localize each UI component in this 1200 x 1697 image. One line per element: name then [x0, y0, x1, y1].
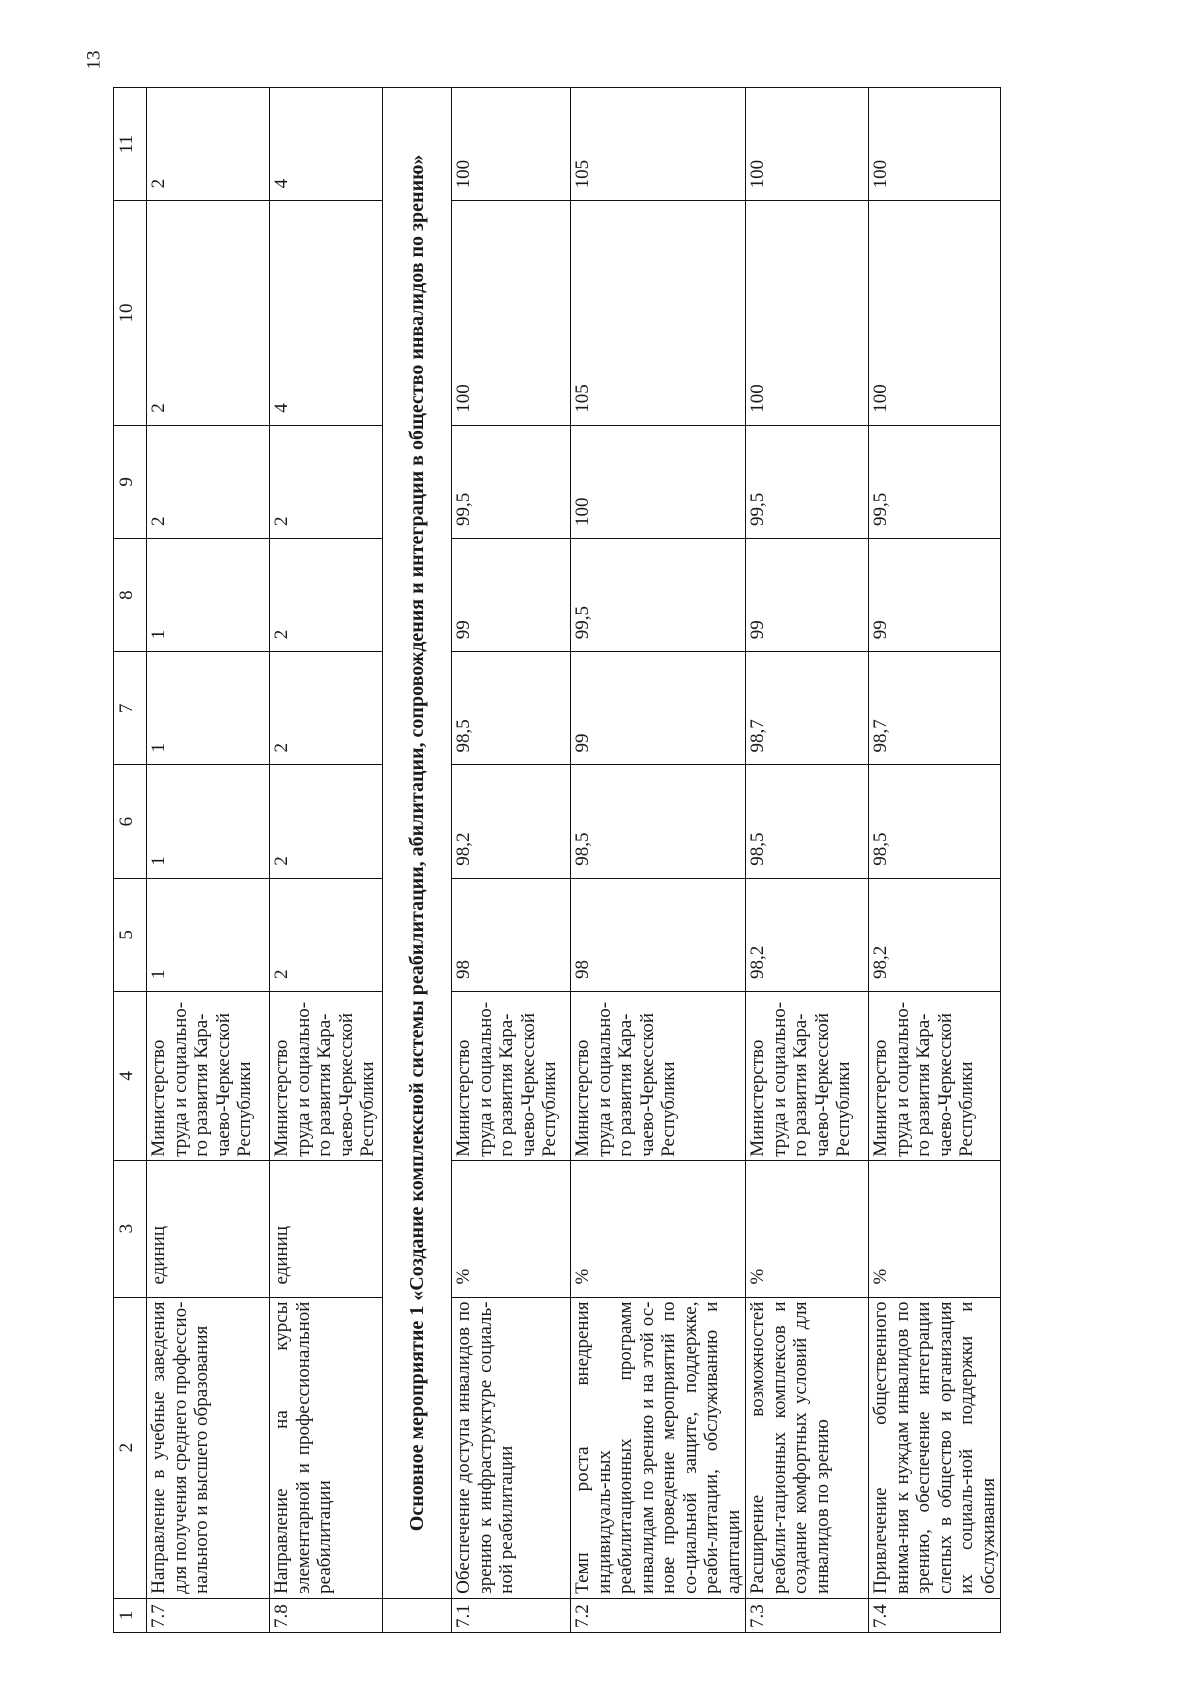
table-row: [147, 88, 270, 1633]
value-cell: 100: [869, 201, 1001, 425]
table-row: [270, 88, 383, 1633]
value-cell: 98,5: [571, 765, 746, 878]
value-cell: 105: [571, 201, 746, 425]
value-cell: 99: [452, 538, 571, 651]
indicator-name: Направление на курсы элементарной и профессиональной реабилитации: [270, 1297, 383, 1598]
unit: %: [746, 1160, 869, 1297]
table-row: [571, 88, 746, 1633]
rotated-table-container: [113, 87, 1081, 1633]
indicator-name: Темп роста внедрения индивидуаль-ных реабилитационных программ инвалидам по зрению и на этой ос-нове проведение мероприятий по со-циальной защите, поддержке, реаби-литации, обслуживанию и адаптации: [571, 1297, 746, 1598]
column-header: 9: [114, 425, 147, 538]
value-cell: 99: [746, 538, 869, 651]
row-number: 7.1: [452, 1598, 571, 1632]
value-cell: 2: [270, 652, 383, 765]
value-cell: 99: [869, 538, 1001, 651]
value-cell: 100: [746, 201, 869, 425]
value-cell: 99,5: [869, 425, 1001, 538]
value-cell: 98: [452, 878, 571, 991]
value-cell: 98,2: [452, 765, 571, 878]
value-cell: 99: [571, 652, 746, 765]
column-header: 6: [114, 765, 147, 878]
value-cell: 100: [571, 425, 746, 538]
column-header: 8: [114, 538, 147, 651]
column-header: 10: [114, 201, 147, 425]
value-cell: 105: [571, 88, 746, 201]
value-cell: 4: [270, 201, 383, 425]
column-header: 4: [114, 991, 147, 1160]
unit: %: [452, 1160, 571, 1297]
value-cell: 98: [571, 878, 746, 991]
value-cell: 2: [270, 878, 383, 991]
section-blank-cell: [383, 1598, 452, 1632]
value-cell: 1: [147, 765, 270, 878]
row-number: 7.3: [746, 1598, 869, 1632]
value-cell: 99,5: [746, 425, 869, 538]
column-header: 11: [114, 88, 147, 201]
value-cell: 98,5: [869, 765, 1001, 878]
value-cell: 4: [270, 88, 383, 201]
value-cell: 98,7: [869, 652, 1001, 765]
value-cell: 1: [147, 878, 270, 991]
value-cell: 100: [452, 201, 571, 425]
column-header: 2: [114, 1297, 147, 1598]
value-cell: 98,2: [869, 878, 1001, 991]
section-title: Основное мероприятие 1 «Создание комплексной системы реабилитации, абилитации, сопровождения и интеграции в общество инвалидов по зрению»: [383, 88, 452, 1599]
value-cell: 98,5: [746, 765, 869, 878]
column-header: 3: [114, 1160, 147, 1297]
row-number: 7.8: [270, 1598, 383, 1632]
value-cell: 1: [147, 538, 270, 651]
value-cell: 100: [869, 88, 1001, 201]
value-cell: 99,5: [452, 425, 571, 538]
header-row: [114, 88, 147, 1633]
table-row: [869, 88, 1001, 1633]
responsible: Министерство труда и социально-го развития Кара-чаево-Черкесской Республики: [270, 991, 383, 1160]
indicator-name: Направление в учебные заведения для получения среднего профессио-нального и высшего образования: [147, 1297, 270, 1598]
value-cell: 98,5: [452, 652, 571, 765]
indicator-name: Расширение возможностей реабили-тационных комплексов и создание комфортных условий для инвалидов по зрению: [746, 1297, 869, 1598]
value-cell: 2: [270, 765, 383, 878]
value-cell: 2: [147, 201, 270, 425]
unit: единиц: [147, 1160, 270, 1297]
value-cell: 98,7: [746, 652, 869, 765]
value-cell: 2: [147, 88, 270, 201]
responsible: Министерство труда и социально-го развития Кара-чаево-Черкесской Республики: [746, 991, 869, 1160]
row-number: 7.4: [869, 1598, 1001, 1632]
table-row: [452, 88, 571, 1633]
value-cell: 2: [270, 425, 383, 538]
column-header: 5: [114, 878, 147, 991]
responsible: Министерство труда и социально-го развития Кара-чаево-Черкесской Республики: [147, 991, 270, 1160]
indicator-name: Привлечение общественного внима-ния к нуждам инвалидов по зрению, обеспечение интеграции слепых в общество и организация их социаль-ной поддержки и обслуживания: [869, 1297, 1001, 1598]
indicator-name: Обеспечение доступа инвалидов по зрению к инфраструктуре социаль-ной реабилитации: [452, 1297, 571, 1598]
row-number: 7.2: [571, 1598, 746, 1632]
responsible: Министерство труда и социально-го развития Кара-чаево-Черкесской Республики: [452, 991, 571, 1160]
section-row: [383, 88, 452, 1633]
responsible: Министерство труда и социально-го развития Кара-чаево-Черкесской Республики: [869, 991, 1001, 1160]
table-row: [746, 88, 869, 1633]
page-number: 13: [83, 50, 104, 70]
column-header: 1: [114, 1598, 147, 1632]
value-cell: 2: [270, 538, 383, 651]
value-cell: 100: [452, 88, 571, 201]
unit: %: [571, 1160, 746, 1297]
value-cell: 1: [147, 652, 270, 765]
value-cell: 100: [746, 88, 869, 201]
unit: единиц: [270, 1160, 383, 1297]
row-number: 7.7: [147, 1598, 270, 1632]
value-cell: 2: [147, 425, 270, 538]
unit: %: [869, 1160, 1001, 1297]
value-cell: 98,2: [746, 878, 869, 991]
value-cell: 99,5: [571, 538, 746, 651]
responsible: Министерство труда и социально-го развития Кара-чаево-Черкесской Республики: [571, 991, 746, 1160]
indicators-table: [113, 87, 1001, 1633]
column-header: 7: [114, 652, 147, 765]
